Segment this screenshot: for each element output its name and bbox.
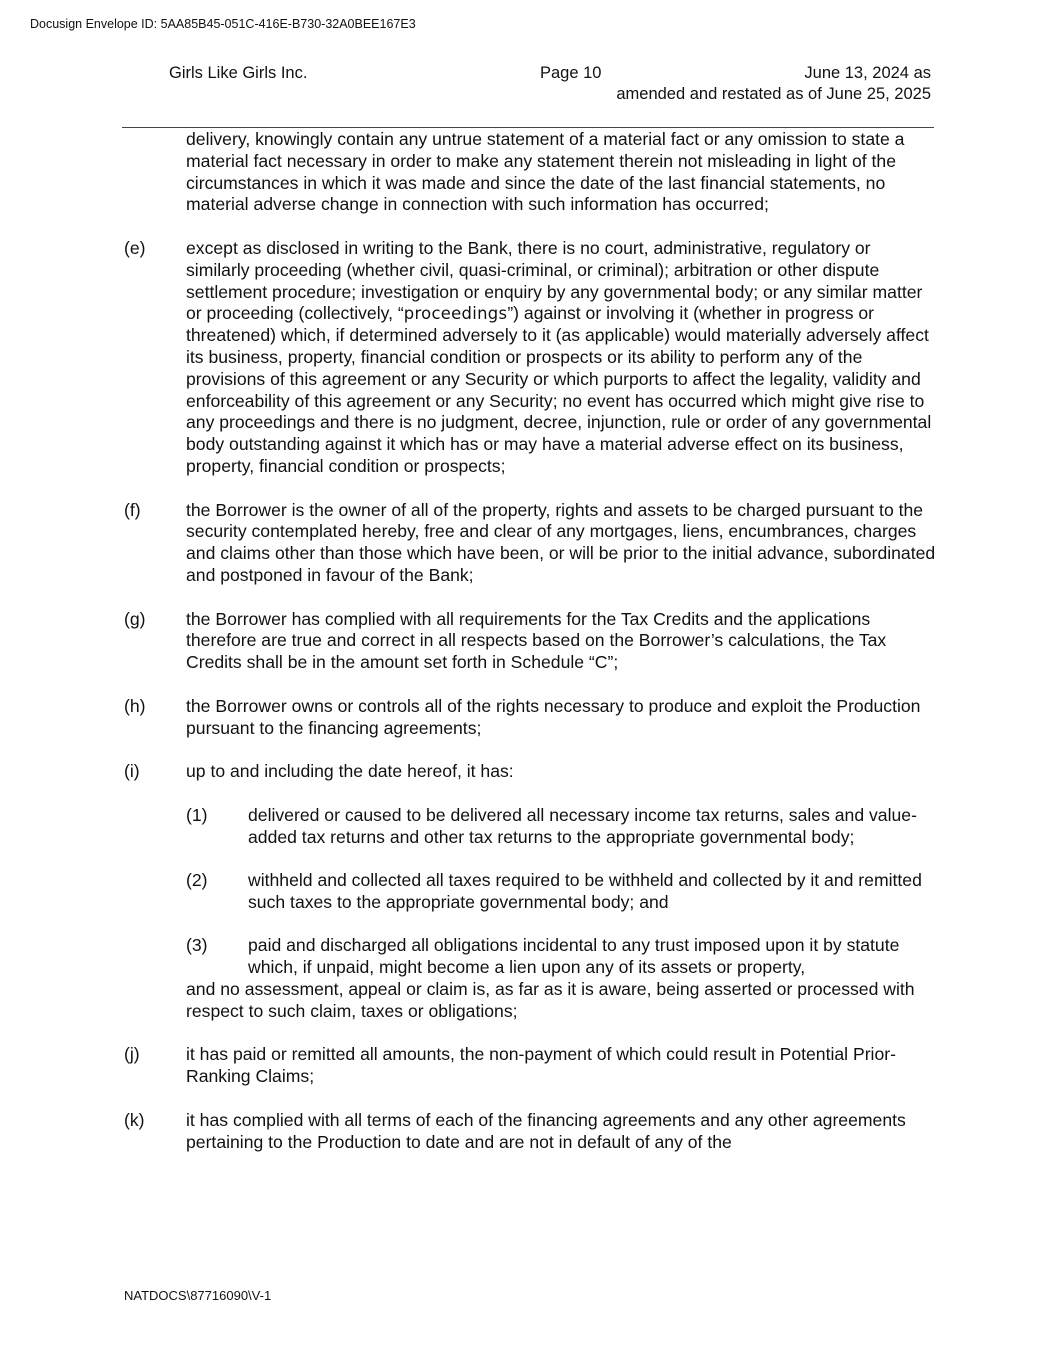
clause-label: (i) (124, 761, 140, 782)
subclause-text: delivered or caused to be delivered all necessary income tax returns, sales and value-added tax returns and other tax returns to the appropriate governmental body; (248, 804, 917, 847)
clause-i (124, 761, 936, 783)
clause-label: (e) (124, 237, 146, 258)
subclause-3 (186, 935, 936, 979)
subclause-text: withheld and collected all taxes required to be withheld and collected by it and remitted such taxes to the appropriate governmental body; and (248, 870, 922, 912)
clause-text: up to and including the date hereof, it has: (186, 761, 514, 782)
docusign-envelope-id: Docusign Envelope ID: 5AA85B45-051C-416E-B730-32A0BEE167E3 (30, 17, 416, 31)
clause-label: (k) (124, 1109, 145, 1130)
clause-label: (h) (124, 695, 146, 716)
subclause-label: (3) (186, 935, 208, 956)
subclause-label: (2) (186, 870, 208, 891)
continuation-paragraph: delivery, knowingly contain any untrue statement of a material fact or any omission to state a material fact necessary in order to make any statement therein not misleading in light of the circumstances in which it was made and since the date of the last financial statements, no material adverse change in connection with such information has occurred; (186, 129, 905, 215)
clause-label: (j) (124, 1044, 140, 1065)
header-date-line2: amended and restated as of June 25, 2025 (616, 85, 931, 103)
clause-label: (g) (124, 608, 146, 629)
document-body (124, 129, 936, 1153)
header-divider (122, 127, 934, 128)
clause-text-part-a: except as disclosed in writing to the Bank, there is no court, administrative, regulatory or similarly proceeding (whether civil, quasi-criminal, or criminal); arbitration or other dispute settlement procedure; investigation or enquiry by any governmental body; or any similar matter or proceeding (collectively, “ (186, 237, 923, 324)
subclause-label: (1) (186, 804, 208, 825)
header-page-number: Page 10 (540, 64, 602, 82)
subclause-text: paid and discharged all obligations incidental to any trust imposed upon it by statute which, if unpaid, might become a lien upon any of its assets or property, (248, 935, 900, 978)
header-company: Girls Like Girls Inc. (169, 64, 308, 82)
clause-text: it has complied with all terms of each of the financing agreements and any other agreements pertaining to the Production to date and are not in default of any of the (186, 1109, 906, 1152)
clause-i-tail: and no assessment, appeal or claim is, as far as it is aware, being asserted or processed with respect to such claim, taxes or obligations; (186, 979, 915, 1021)
defined-term: proceedings (403, 304, 508, 324)
clause-h (124, 696, 936, 740)
clause-label: (f) (124, 499, 141, 520)
clause-k (124, 1110, 936, 1154)
footer-doc-reference: NATDOCS\87716090\V-1 (124, 1288, 272, 1303)
subclause-2 (186, 870, 936, 914)
header-date-line1: June 13, 2024 as (804, 64, 931, 82)
clause-text (186, 238, 936, 478)
clause-f (124, 500, 936, 587)
subclause-1 (186, 805, 936, 849)
clause-e (124, 238, 936, 478)
clause-text: the Borrower has complied with all requirements for the Tax Credits and the applications therefore are true and correct in all respects based on the Borrower’s calculations, the Tax Credits shall be in the amount set forth in Schedule “C”; (186, 608, 887, 673)
clause-j (124, 1044, 936, 1088)
clause-text: it has paid or remitted all amounts, the non-payment of which could result in Potential Prior-Ranking Claims; (186, 1044, 896, 1087)
clause-text: the Borrower owns or controls all of the rights necessary to produce and exploit the Production pursuant to the financing agreements; (186, 695, 921, 738)
clause-g (124, 609, 936, 674)
header-date (616, 63, 931, 105)
clause-text-part-b: ”) against or involving it (whether in progress or threatened) which, if determined adversely to it (as applicable) would materially adversely affect its business, property, financial condition or prospects or its ability to perform any of the provisions of this agreement or any Security or which purports to affect the legality, validity and enforceability of this agreement or any Security; no event has occurred which might give rise to any proceedings and there is no judgment, decree, injunction, rule or order of any governmental body outstanding against it which has or may have a material adverse effect on its business, property, financial condition or prospects; (186, 303, 932, 476)
clause-text: the Borrower is the owner of all of the property, rights and assets to be charged pursuant to the security contemplated hereby, free and clear of any mortgages, liens, encumbrances, charges and claims other than those which have been, or will be prior to the initial advance, subordinated and postponed in favour of the Bank; (186, 499, 936, 585)
